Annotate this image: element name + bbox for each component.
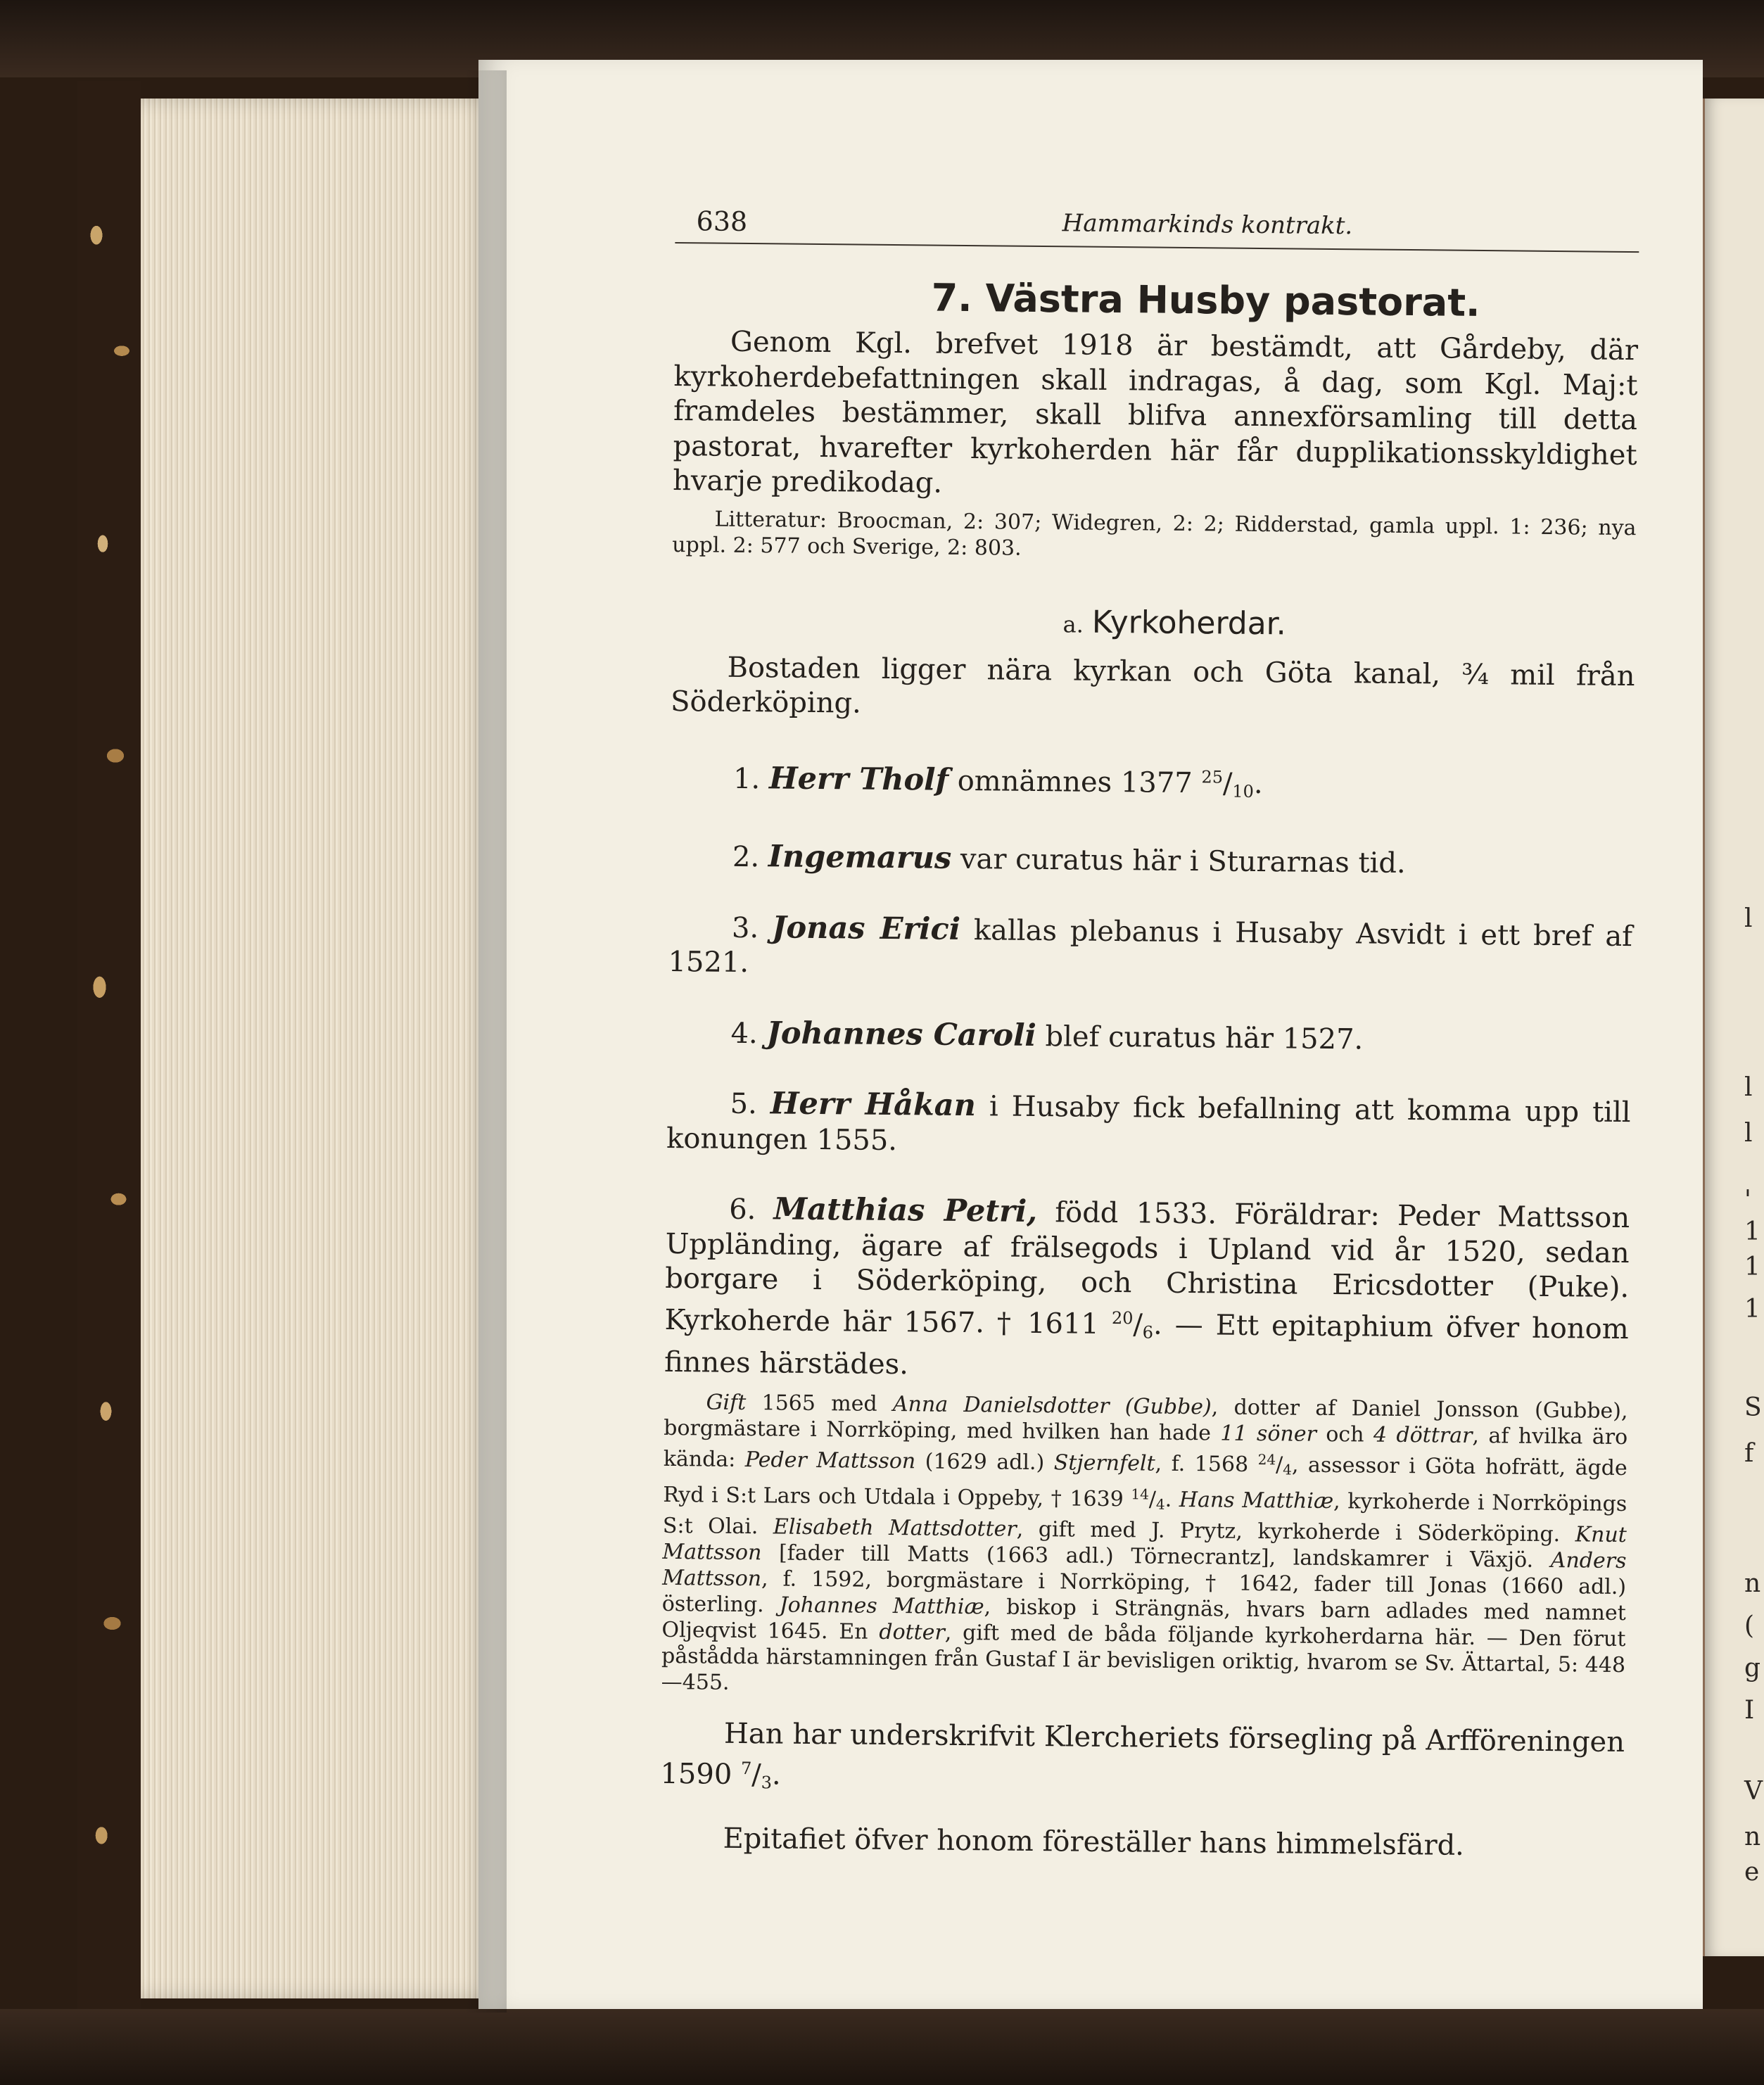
entry-5	[666, 1086, 1631, 1165]
right-page-fragment: I	[1744, 1696, 1755, 1725]
detail-text: , af hvilka äro kända:	[663, 1423, 1628, 1472]
subsection-heading	[713, 600, 1635, 645]
detail-text: (1629 adl.)	[915, 1448, 1054, 1475]
entry-body-end: . — Ett epitaphium öfver honom finnes härstädes.	[664, 1308, 1629, 1381]
entry-name: Herr Tholf	[768, 760, 949, 798]
detail-text: [fader till Matts (1663 adl.) Törnecrantz], landskamrer i Växjö.	[761, 1540, 1551, 1573]
subsection-letter: a.	[1062, 610, 1084, 638]
date-fraction-denominator: 4	[1155, 1495, 1165, 1513]
entry-body: i Husaby fick befallning att komma upp till konungen 1555.	[666, 1090, 1631, 1157]
entry-text	[669, 839, 1633, 884]
gutter-shadow	[464, 70, 507, 2013]
death-date-numerator: 20	[1111, 1307, 1134, 1328]
running-head	[675, 197, 1639, 254]
date-fraction-denominator: 4	[1283, 1460, 1293, 1478]
right-page-edge	[1703, 99, 1764, 1956]
entry-text	[668, 909, 1632, 989]
date-fraction-numerator: 25	[1201, 766, 1224, 787]
subsection-title: Kyrkoherdar.	[1091, 604, 1286, 642]
detail-text: , kyrkoherde i Norrköpings S:t Olai.	[662, 1488, 1627, 1539]
entry-body: kallas plebanus i Husaby Asvidt i ett bref af 1521.	[668, 913, 1633, 980]
family-details: Gift 1565 med Anna Danielsdotter (Gubbe), dotter af Daniel Jonsson (Gubbe), borgmästare i Norrköping, med hvilken han hade 11 söner och 4 döttrar, af hvilka äro kända: Peder Mattsson (1629 adl.) Stjernfelt, f. 1568 $^{24}/_4$, assessor i Göta hofrätt, ägde Ryd i S:t Lars och Utdala i Oppeby, † 1639 $^{14}/_4$. Hans Matthiæ, kyrkoherde i Norrköpings S:t Olai. Elisabeth Mattsdotter, gift med J. Prytz, kyrkoherde i Söderköping. Knut Mattsson [fader till Matts (1663 adl.) Törnecrantz], landskamrer i Växjö. Anders Mattsson, f. 1592, borgmästare i Norrköping, † 1642, fader till Jonas (1660 adl.) österling. Johannes Matthiæ, biskop i Strängnäs, hvars barn adlades med namnet Oljeqvist 1645. En dotter, gift med de båda följande kyrkoherdarna här. — Den förut påstådda härstamningen från Gustaf I är bevisligen oriktig, hvarom se Sv. Ättartal, 5: 448—455.	[661, 1389, 1628, 1695]
detail-name: Peder Mattsson	[744, 1447, 916, 1474]
date-fraction-denominator: 3	[761, 1773, 773, 1793]
detail-text: 1565 med	[746, 1390, 894, 1417]
entry-text: 1. Herr Tholf omnämnes 1377 $^{25}/_{10}$.	[732, 760, 1263, 801]
detail-text: 11 söner	[1220, 1421, 1317, 1447]
entry-name: Johannes Caroli	[766, 1015, 1037, 1053]
right-page-fragment: (	[1744, 1611, 1755, 1640]
right-page-fragment: e	[1744, 1858, 1760, 1887]
right-page-fragment: '	[1744, 1186, 1751, 1215]
right-page-fragment: S	[1744, 1393, 1762, 1422]
entry-1	[670, 754, 1635, 813]
right-page-fragment: l	[1744, 1073, 1753, 1102]
closing-paragraph-2: Epitafiet öfver honom föreställer hans himmelsfärd.	[723, 1822, 1465, 1862]
detail-name: Anna Danielsdotter (Gubbe)	[892, 1391, 1212, 1419]
section-title: 7. Västra Husby pastorat.	[931, 275, 1480, 325]
detail-text: dotter	[879, 1619, 945, 1645]
date-fraction-numerator: 7	[740, 1758, 752, 1779]
header-rule	[675, 242, 1639, 253]
death-date-denominator: 6	[1142, 1322, 1154, 1343]
entry-2	[669, 839, 1633, 884]
entry-number: 6.	[728, 1193, 756, 1227]
detail-name: Hans Matthiæ	[1179, 1487, 1334, 1514]
marbled-book-cover	[77, 81, 141, 2009]
entry-number: 1.	[732, 762, 761, 795]
detail-text: , assessor i Göta hofrätt, ägde Ryd i S:t Lars och Utdala i Oppeby, † 1639	[663, 1452, 1627, 1512]
right-page-fragment: l	[1744, 1119, 1753, 1148]
entry-number: 3.	[731, 911, 759, 944]
right-page-fragment: V	[1744, 1777, 1763, 1806]
detail-text: , biskop i Strängnäs, hvars barn adlades med namnet Oljeqvist 1645. En	[661, 1594, 1626, 1644]
detail-name: Knut Mattsson	[662, 1521, 1627, 1565]
entry-text: 6. Matthias Petri, född 1533. Föräldrar: Peder Mattsson Uppländing, ägare af frälsegods i Upland vid år 1520, sedan borgare i Söderköping, och Christina Ericsdotter (Puke). Kyrkoherde här 1567. † 1611 $^{20}/_6$. — Ett epitaphium öfver honom finnes härstädes.	[664, 1191, 1630, 1381]
entry-body: född 1533. Föräldrar: Peder Mattsson Uppländing, ägare af frälsegods i Upland vid år 1520, sedan borgare i Söderköping, och Christina Ericsdotter (Puke). Kyrkoherde här 1567. † 1611	[664, 1196, 1630, 1341]
page-content	[659, 197, 1639, 1865]
entry-body: omnämnes 1377	[948, 764, 1202, 799]
right-page-fragment: n	[1744, 1569, 1761, 1598]
entry-6	[659, 1191, 1630, 1865]
entry-name: Matthias Petri,	[773, 1191, 1038, 1230]
entry-name: Ingemarus	[768, 839, 952, 876]
entry-name: Jonas Erici	[771, 909, 961, 947]
date-fraction-numerator: 14	[1131, 1485, 1150, 1503]
detail-text: , f. 1592, borgmästare i Norrköping, † 1642, fader till Jonas (1660 adl.) österling.	[661, 1566, 1627, 1618]
entry-number: 2.	[732, 840, 760, 874]
date-fraction-numerator: 24	[1257, 1450, 1276, 1468]
entry-body: blef curatus här 1527.	[1036, 1020, 1364, 1056]
right-page-fragment: 1	[1744, 1253, 1760, 1281]
detail-text: , gift med J. Prytz, kyrkoherde i Söderköping.	[1016, 1516, 1575, 1547]
entry-number: 4.	[730, 1017, 758, 1050]
right-page-fragment: 1	[1744, 1295, 1760, 1324]
entry-4	[667, 1015, 1631, 1060]
page-number: 638	[696, 205, 748, 237]
background-bottom	[0, 2009, 1764, 2085]
right-page-fragment: 1	[1744, 1217, 1760, 1246]
detail-text: , dotter af Daniel Jonsson (Gubbe), borgmästare i Norrköping, med hvilken han hade	[664, 1394, 1628, 1446]
detail-text: , f. 1568	[1155, 1451, 1258, 1477]
literature-note: Litteratur: Broocman, 2: 307; Widegren, 2: 2; Ridderstad, gamla uppl. 1: 236; nya uppl. 2: 577 och Sverige, 2: 803.	[672, 507, 1637, 561]
detail-name: Anders Mattsson	[661, 1547, 1627, 1591]
entry-name: Herr Håkan	[770, 1086, 977, 1124]
entry-3	[668, 909, 1632, 989]
intro-paragraph: Genom Kgl. brefvet 1918 är bestämdt, att Gårdeby, där kyrkoherdebefattningen skall indragas, å dag, som Kgl. Maj:t framdeles bestämmer, skall blifva annexförsamling till detta pastorat, hvarefter kyrkoherden här får dupplikationsskyldighet hvarje predikodag.	[672, 325, 1639, 500]
right-page-fragment: f	[1744, 1439, 1754, 1468]
closing-paragraph-1: Han har underskrifvit Klercheriets försegling på Arfföreningen 1590 $^7/_3$.	[660, 1717, 1625, 1793]
detail-name: Stjernfelt	[1053, 1450, 1155, 1476]
entry-body-end: .	[1253, 767, 1263, 800]
detail-name: Elisabeth Mattsdotter	[773, 1514, 1017, 1542]
detail-name: Johannes Matthiæ	[779, 1592, 984, 1619]
right-page-fragment: n	[1744, 1823, 1761, 1851]
closing-text: Han har underskrifvit Klercheriets försegling på Arfföreningen 1590	[660, 1717, 1625, 1791]
detail-text: 4 döttrar	[1373, 1422, 1473, 1448]
right-page-fragment: g	[1744, 1654, 1761, 1682]
residence-paragraph: Bostaden ligger nära kyrkan och Göta kanal, ¾ mil från Söderköping.	[670, 651, 1635, 720]
right-page-fragment: l	[1744, 904, 1753, 933]
date-fraction-denominator: 10	[1232, 781, 1255, 801]
entry-text	[667, 1015, 1631, 1060]
detail-text: Gift	[706, 1389, 747, 1415]
entry-body: var curatus här i Sturarnas tid.	[951, 842, 1406, 880]
detail-text: och	[1316, 1421, 1374, 1447]
detail-text: .	[1165, 1487, 1180, 1512]
detail-text: , gift med de båda följande kyrkoherdarna här. — Den förut påstådda härstamningen från Gustaf I är bevisligen oriktig, hvarom se Sv. Ättartal, 5: 448—455.	[661, 1620, 1626, 1695]
entry-text	[666, 1086, 1631, 1165]
entry-number: 5.	[730, 1087, 758, 1121]
page-edges	[141, 99, 507, 1998]
running-title: Hammarkinds kontrakt.	[1062, 209, 1353, 241]
closing-text-end: .	[771, 1758, 781, 1792]
